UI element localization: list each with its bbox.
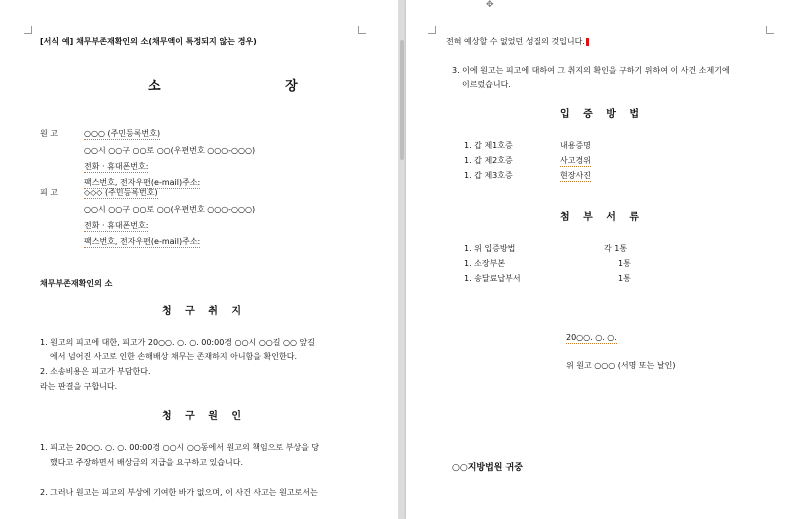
evidence-label-3: 1. 갑 제3호증 <box>464 171 513 180</box>
defendant-fax: 팩스번호, 전자우편(e-mail)주소: <box>84 237 201 246</box>
plaintiff-name: ○○○ (주민등록번호) <box>84 129 161 138</box>
defendant-phone: 전화 · 휴대폰번호: <box>84 221 149 230</box>
attachment-value-3: 1통 <box>618 274 631 283</box>
claim-item-2: 2. 소송비용은 피고가 부담한다. <box>40 367 151 376</box>
case-name: 채무부존재확인의 소 <box>40 279 113 288</box>
defendant-address: ○○시 ○○구 ○○로 ○○(우편번호 ○○○-○○○) <box>84 205 256 214</box>
claim-item-1-cont: 에서 넘어진 사고로 인한 손해배상 채무는 존재하지 아니함을 확인한다. <box>50 352 297 361</box>
plaintiff-phone: 전화 · 휴대폰번호: <box>84 162 149 171</box>
continued-line <box>446 36 589 47</box>
plaintiff-fax: 팩스번호, 전자우편(e-mail)주소: <box>84 178 201 187</box>
evidence-heading: 입 증 방 법 <box>560 109 645 120</box>
form-title: [서식 예] 채무부존재확인의 소(채무액이 특정되지 않는 경우) <box>40 37 257 46</box>
document-page-left <box>0 0 398 519</box>
attachments-heading: 첨 부 서 류 <box>560 212 645 223</box>
document-title: 소 장 <box>148 79 358 94</box>
margin-corner-mark <box>766 26 774 34</box>
move-handle-icon[interactable]: ✥ <box>486 0 494 10</box>
reason-item-1: 1. 피고는 20○○. ○. ○. 00:00경 ○○시 ○○동에서 원고의 책임으로 부상을 당 <box>40 443 320 452</box>
date-line: 20○○. ○. ○. <box>566 333 617 342</box>
margin-corner-mark <box>358 26 366 34</box>
defendant-name: ◇◇◇ (주민등록번호) <box>84 188 158 197</box>
signature-line: 위 원고 ○○○ (서명 또는 날인) <box>566 361 676 370</box>
court-addressee: ○○지방법원 귀중 <box>452 463 524 473</box>
attachment-value-2: 1통 <box>618 259 631 268</box>
claim-heading: 청 구 취 지 <box>162 306 247 317</box>
reason-item-1-cont: 했다고 주장하면서 배상금의 지급을 요구하고 있습니다. <box>50 458 243 467</box>
continued-line-text: 전혀 예상할 수 없었던 성질의 것입니다. <box>446 37 585 46</box>
margin-corner-mark <box>428 26 436 34</box>
plaintiff-address: ○○시 ○○구 ○○로 ○○(우편번호 ○○○-○○○) <box>84 146 256 155</box>
text-cursor-icon <box>586 38 589 46</box>
claim-closing: 라는 판결을 구합니다. <box>40 382 118 391</box>
reason-item-3-cont: 이르렀습니다. <box>462 80 511 89</box>
attachment-value-1: 각 1통 <box>604 244 628 253</box>
defendant-label: 피 고 <box>40 188 58 197</box>
reason-heading: 청 구 원 인 <box>162 411 247 422</box>
margin-corner-mark <box>24 26 32 34</box>
claim-item-1: 1. 원고의 피고에 대한, 피고가 20○○. ○. ○. 00:00경 ○○시 ○○길 ○○ 앞길 <box>40 338 316 347</box>
evidence-value-2: 사고경위 <box>560 156 591 165</box>
scrollbar-thumb[interactable] <box>400 40 404 160</box>
attachment-label-2: 1. 소장부본 <box>464 259 506 268</box>
evidence-value-1: 내용증명 <box>560 141 591 150</box>
attachment-label-3: 1. 송달료납부서 <box>464 274 521 283</box>
reason-item-3: 3. 이에 원고는 피고에 대하여 그 취지의 확인을 구하기 위하여 이 사건 소제기에 <box>452 66 730 75</box>
evidence-value-3: 현장사진 <box>560 171 591 180</box>
evidence-label-2: 1. 갑 제2호증 <box>464 156 513 165</box>
plaintiff-label: 원 고 <box>40 129 58 138</box>
document-page-right <box>406 0 800 519</box>
reason-item-2: 2. 그러나 원고는 피고의 부상에 기여한 바가 없으며, 이 사건 사고는 원고로서는 <box>40 488 318 497</box>
attachment-label-1: 1. 위 입증방법 <box>464 244 516 253</box>
evidence-label-1: 1. 갑 제1호증 <box>464 141 513 150</box>
